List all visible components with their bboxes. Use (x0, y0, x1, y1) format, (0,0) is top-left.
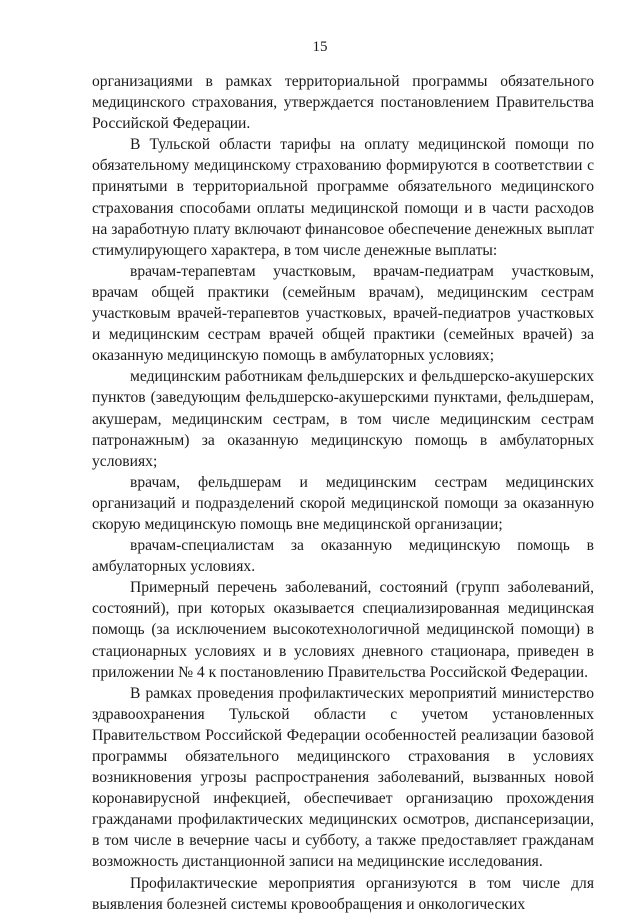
paragraph-7: Примерный перечень заболеваний, состояний (групп заболеваний, состояний), при которых оказывается специализированная медицинская помощь (за исключением высокотехнологичной медицинской помощи) в стационарных условиях и в условиях дневного стационара, приведен в приложении № 4 к постановлению Правительства Российской Федерации. (92, 579, 594, 681)
paragraph-8: В рамках проведения профилактических мероприятий министерство здравоохранения Тульской области с учетом установленных Правительством Российской Федерации особенностей реализации базовой программы обязательного медицинского страхования в условиях возникновения угрозы распространения заболеваний, вызванных новой коронавирусной инфекцией, обеспечивает организацию прохождения гражданами профилактических медицинских осмотров, диспансеризации, в том числе в вечерние часы и субботу, а также предоставляет гражданам возможность дистанционной записи на медицинские исследования. (92, 684, 594, 871)
paragraph-6: врачам-специалистам за оказанную медицинскую помощь в амбулаторных условиях. (92, 537, 594, 576)
paragraph-4: медицинским работникам фельдшерских и фельдшерско-акушерских пунктов (заведующим фельдшерско-акушерскими пунктами, фельдшерам, акушерам, медицинским сестрам, в том числе медицинским сестрам патронажным) за оказанную медицинскую помощь в амбулаторных условиях; (92, 368, 594, 470)
paragraph-9: Профилактические мероприятия организуются в том числе для выявления болезней системы кровообращения и онкологических (92, 874, 594, 913)
page-number: 15 (312, 39, 328, 55)
paragraph-2: В Тульской области тарифы на оплату медицинской помощи по обязательному медицинскому страхованию формируются в соответствии с принятыми в территориальной программе обязательного медицинского страхования способами оплаты медицинской помощи и в части расходов на заработную плату включают финансовое обеспечение денежных выплат стимулирующего характера, в том числе денежные выплаты: (92, 136, 594, 259)
paragraph-5: врачам, фельдшерам и медицинским сестрам медицинских организаций и подразделений скорой медицинской помощи за оказанную скорую медицинскую помощь вне медицинской организации; (92, 473, 594, 533)
paragraph-1: организациями в рамках территориальной программы обязательного медицинского страхования, утверждается постановлением Правительства Российской Федерации. (92, 73, 594, 133)
paragraph-3: врачам-терапевтам участковым, врачам-педиатрам участковым, врачам общей практики (семейным врачам), медицинским сестрам участковым врачей-терапевтов участковых, врачей-педиатров участковых и медицинским сестрам врачей общей практики (семейных врачей) за оказанную медицинскую помощь в амбулаторных условиях; (92, 262, 594, 365)
document-body (92, 71, 594, 915)
